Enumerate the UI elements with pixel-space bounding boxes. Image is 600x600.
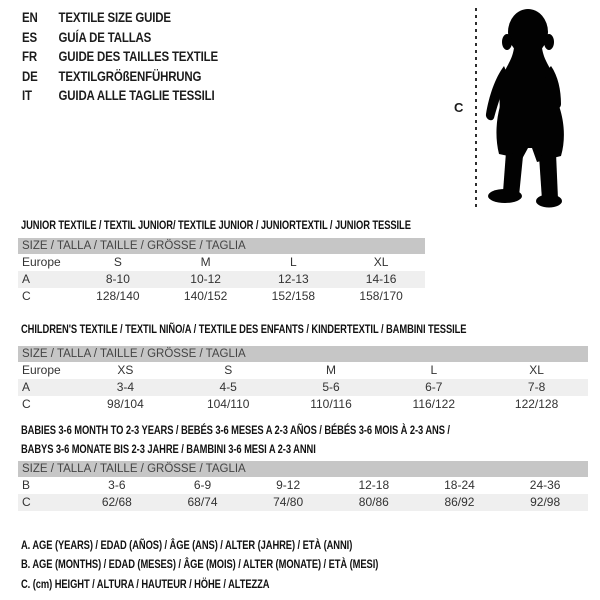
row-label-cell: C [22,397,31,411]
footnote-height-cm: C. (cm) HEIGHT / ALTURA / HAUTEUR / HÖHE / ALTEZZA [21,576,270,591]
table-row [18,396,588,413]
language-code: EN [22,10,38,25]
language-title: GUIDA ALLE TAGLIE TESSILI [58,88,215,103]
row-label-cell: C [22,289,31,303]
size-value-cell: 62/68 [101,495,132,509]
height-measure-label: C [454,100,464,115]
language-title-list [22,8,218,106]
size-value-cell: 6-9 [193,478,212,492]
size-value-cell: 3-4 [116,380,135,394]
size-value-cell: S [113,255,122,269]
size-value-cell: 9-12 [276,478,301,492]
language-row [22,8,218,28]
height-measure-figure [450,0,600,215]
table-row [18,494,588,511]
language-row [22,67,218,87]
babies-table-title-line1: BABIES 3-6 MONTH TO 2-3 YEARS / BEBÉS 3-6 MESES A 2-3 AÑOS / BÉBÉS 3-6 MOIS À 2-3 ANS / [21,423,450,437]
babies-size-header: SIZE / TALLA / TAILLE / GRÖSSE / TAGLIA [18,461,588,477]
size-value-cell: 4-5 [219,380,237,394]
language-title: TEXTILGRÖßENFÜHRUNG [58,68,202,84]
size-value-cell: 158/170 [359,289,403,303]
junior-size-table [18,254,425,305]
row-label-cell: B [22,478,31,492]
row-label-cell: Europe [22,255,61,269]
language-code: DE [22,68,38,84]
baby-silhouette-icon [482,6,572,208]
size-value-cell: 5-6 [322,380,340,394]
children-table-title: CHILDREN'S TEXTILE / TEXTIL NIÑO/A / TEXTILE DES ENFANTS / KINDERTEXTIL / BAMBINI TESSILE [21,322,467,336]
size-value-cell: XL [373,255,389,269]
size-value-cell: 74/80 [273,495,304,509]
size-value-cell: 140/152 [183,289,228,303]
size-value-cell: 122/128 [514,397,559,411]
size-value-cell: XL [529,363,544,377]
language-row [22,28,218,48]
size-value-cell: 110/116 [310,397,352,411]
table-row [18,379,588,396]
size-value-cell: 12-13 [278,272,309,286]
row-label-cell: A [22,380,31,394]
size-value-cell: L [290,255,297,269]
table-row [18,271,425,288]
size-value-cell: 24-36 [529,478,561,492]
size-value-cell: 152/158 [271,289,316,303]
language-title: GUIDE DES TAILLES TEXTILE [58,49,218,64]
footnote-age-years: A. AGE (YEARS) / EDAD (AÑOS) / ÂGE (ANS) / ALTER (JAHRE) / ETÀ (ANNI) [21,538,353,552]
row-label-cell: Europe [22,363,61,377]
table-row [18,477,588,494]
language-row [22,86,218,106]
language-title: GUÍA DE TALLAS [58,29,152,45]
row-label-cell: C [22,495,31,509]
table-row [18,362,588,379]
size-value-cell: 68/74 [187,495,218,509]
height-dashed-line [475,8,477,207]
table-row [18,288,425,305]
size-value-cell: 6-7 [425,380,443,394]
language-title: TEXTILE SIZE GUIDE [58,10,171,25]
size-value-cell: 8-10 [105,272,130,286]
size-value-cell: 116/122 [412,397,456,411]
babies-size-table [18,477,588,511]
size-value-cell: 14-16 [365,272,397,286]
size-value-cell: 92/98 [530,495,561,509]
language-row [22,47,218,67]
table-row [18,254,425,271]
size-value-cell: 18-24 [444,478,475,492]
size-value-cell: 12-18 [358,478,390,492]
size-value-cell: 80/86 [358,495,389,509]
size-value-cell: L [430,363,438,377]
footnote-age-months: B. AGE (MONTHS) / EDAD (MESES) / ÂGE (MOIS) / ALTER (MONATE) / ETÀ (MESI) [21,557,379,572]
size-value-cell: 98/104 [107,397,144,411]
size-value-cell: M [325,363,336,377]
junior-size-header: SIZE / TALLA / TAILLE / GRÖSSE / TAGLIA [18,238,425,254]
size-value-cell: 104/110 [206,397,250,411]
size-value-cell: 10-12 [190,272,221,286]
children-size-header: SIZE / TALLA / TAILLE / GRÖSSE / TAGLIA [18,346,588,362]
language-code: IT [22,88,32,103]
size-value-cell: M [200,255,211,269]
size-value-cell: 86/92 [444,495,475,509]
size-value-cell: 128/140 [96,289,140,303]
size-value-cell: 3-6 [108,478,126,492]
size-value-cell: 7-8 [527,380,546,394]
language-code: FR [22,49,37,64]
babies-table-title-line2: BABYS 3-6 MONATE BIS 2-3 JAHRE / BAMBINI 3-6 MESI A 2-3 ANNI [21,442,316,456]
children-size-table [18,362,588,413]
size-value-cell: S [224,363,233,377]
size-value-cell: XS [117,363,134,377]
language-code: ES [22,29,37,45]
row-label-cell: A [22,272,31,286]
legend-footnotes [21,536,378,594]
junior-table-title: JUNIOR TEXTILE / TEXTIL JUNIOR/ TEXTILE JUNIOR / JUNIORTEXTIL / JUNIOR TESSILE [21,218,411,232]
